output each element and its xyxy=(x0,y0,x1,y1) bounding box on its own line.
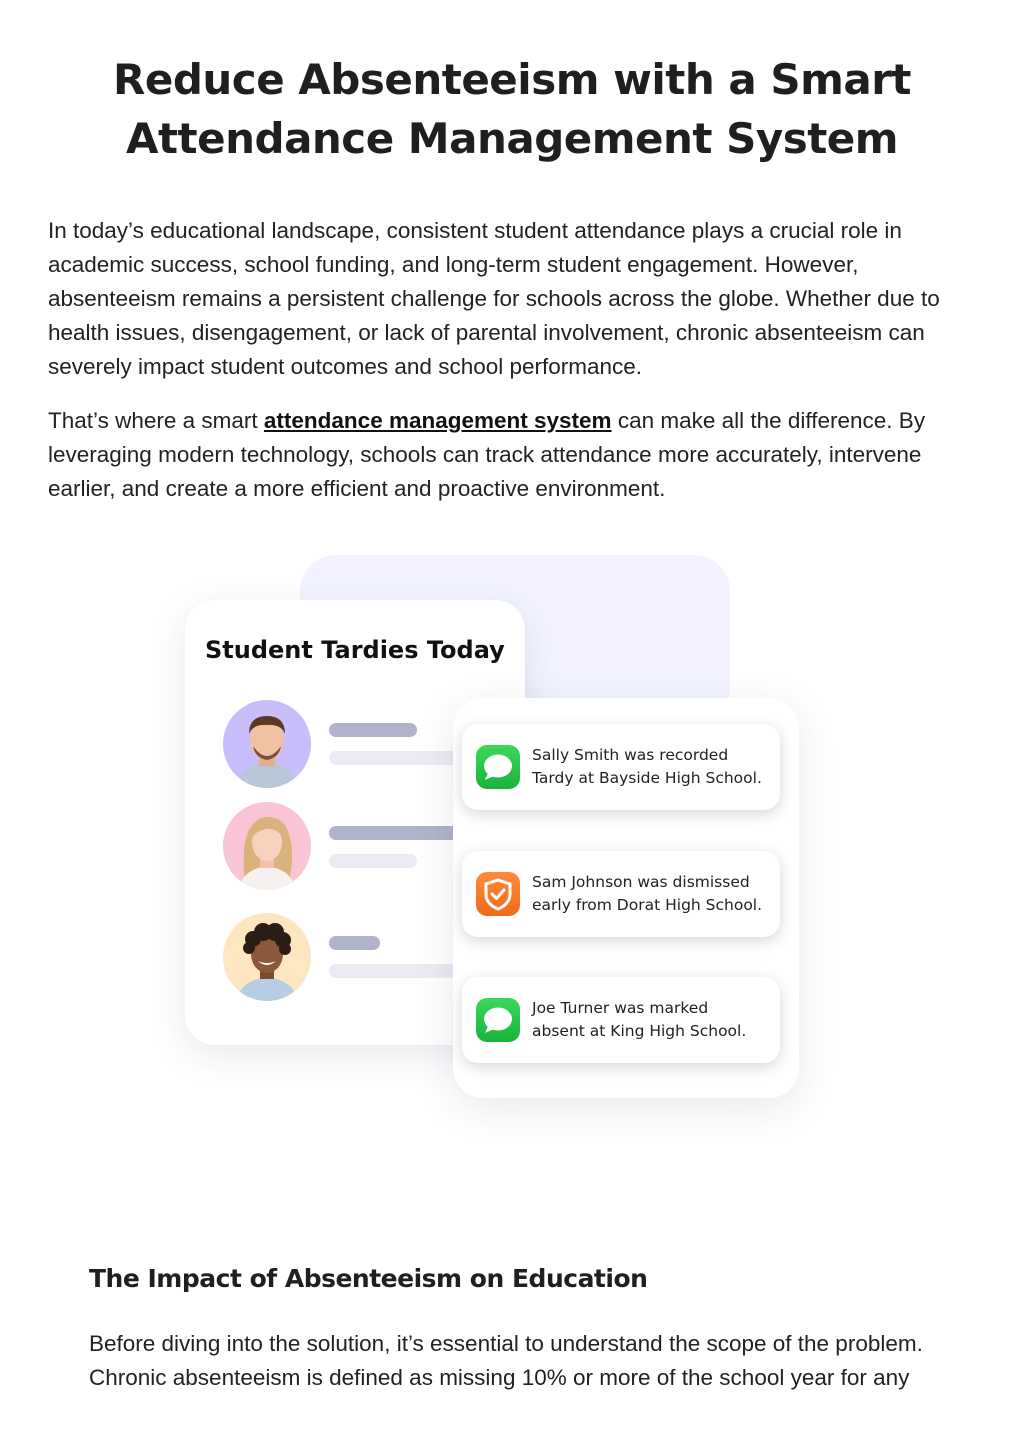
page-title xyxy=(60,50,964,168)
page-title-line-2: Attendance Management System xyxy=(125,114,899,163)
avatar-3-svg xyxy=(223,913,311,1001)
shield-check-icon xyxy=(476,872,520,916)
notification-item[interactable] xyxy=(462,724,780,810)
section-paragraph: Before diving into the solution, it’s essential to understand the scope of the problem. Chronic absenteeism is defined as missing 10% or more of the school year for any xyxy=(89,1331,923,1390)
notification-line-2: early from Dorat High School. xyxy=(532,896,763,914)
notification-item[interactable] xyxy=(462,851,780,937)
notifications-panel xyxy=(453,698,799,1098)
intro-paragraph: In today’s educational landscape, consistent student attendance plays a crucial role in academic success, school funding, and long-term student engagement. However, absenteeism remains a persistent challenge for schools across the globe. Whether due to health issues, disengagement, or lack of parental involvement, chronic absenteeism can severely impact student outcomes and school performance. xyxy=(48,218,940,379)
notification-item[interactable] xyxy=(462,977,780,1063)
second-paragraph-lead: That’s where a smart xyxy=(48,408,264,433)
placeholder-bar xyxy=(329,854,417,868)
placeholder-bar xyxy=(329,723,417,737)
notification-text xyxy=(532,871,777,917)
second-paragraph xyxy=(48,404,988,506)
tardies-card-title: Student Tardies Today xyxy=(205,636,505,664)
message-bubble-icon xyxy=(476,998,520,1042)
section-heading: The Impact of Absenteeism on Education xyxy=(89,1264,648,1293)
female-student-avatar-icon xyxy=(223,802,311,890)
avatar-2-svg xyxy=(223,802,311,890)
notification-line-2: absent at King High School. xyxy=(532,1022,747,1040)
notification-line-2: Tardy at Bayside High School. xyxy=(532,769,762,787)
notification-line-1: Sam Johnson was dismissed xyxy=(532,873,750,891)
attendance-illustration xyxy=(140,540,860,1140)
message-bubble-icon xyxy=(476,745,520,789)
male-student-curly-avatar-icon xyxy=(223,913,311,1001)
notification-line-1: Sally Smith was recorded xyxy=(532,746,729,764)
second-paragraph-tail: can make all the difference. By leveraging modern technology, schools can track attendance more accurately, intervene earlier, and create a more efficient and proactive environment. xyxy=(48,408,926,501)
page-title-line-1: Reduce Absenteeism with a Smart xyxy=(113,55,911,104)
avatar-1-svg xyxy=(223,700,311,788)
male-student-avatar-icon xyxy=(223,700,311,788)
notification-line-1: Joe Turner was marked xyxy=(532,999,709,1017)
attendance-management-system-link[interactable]: attendance management system xyxy=(263,408,612,433)
notification-text xyxy=(532,997,777,1043)
placeholder-bar xyxy=(329,936,380,950)
notification-text xyxy=(532,744,777,790)
